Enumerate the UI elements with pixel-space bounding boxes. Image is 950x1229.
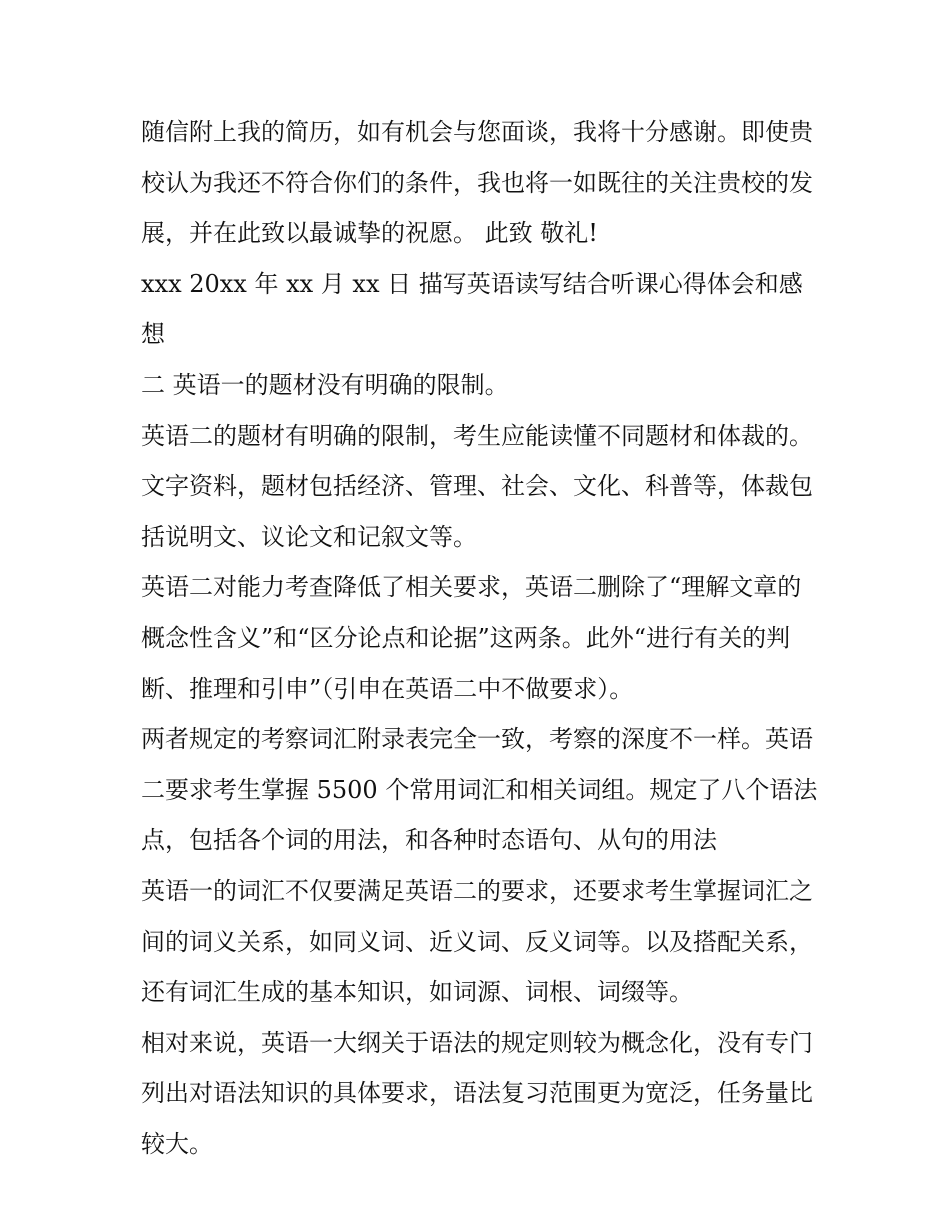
document-body [141,107,821,1169]
paragraph-english-two-ability: 英语二对能力考查降低了相关要求，英语二删除了“理解文章的概念性含义”和“区分论点和论据”这两条。此外“进行有关的判断、推理和引申”（引申在英语二中不做要求）。 [141,573,802,703]
paragraph-english-two-topics: 英语二的题材有明确的限制，考生应能读懂不同题材和体裁的。文字资料，题材包括经济、管理、社会、文化、科普等，体裁包括说明文、议论文和记叙文等。 [141,421,813,551]
paragraph-vocabulary-requirements: 两者规定的考察词汇附录表完全一致，考察的深度不一样。英语二要求考生掌握 5500 个常用词汇和相关词组。规定了八个语法点，包括各个词的用法，和各种时态语句、从句的用法 [141,725,818,855]
paragraph-date-title: xxx 20xx 年 xx 月 xx 日 描写英语读写结合听课心得体会和感想 [141,269,803,349]
paragraph-closing-letter: 随信附上我的简历，如有机会与您面谈，我将十分感谢。即使贵校认为我还不符合你们的条件，我也将一如既往的关注贵校的发展，并在此致以最诚挚的祝愿。 此致 敬礼! [141,118,813,248]
paragraph-grammar-comparison: 相对来说，英语一大纲关于语法的规定则较为概念化，没有专门列出对语法知识的具体要求，语法复习范围更为宽泛，任务量比较大。 [141,1028,813,1158]
paragraph-english-one-vocabulary: 英语一的词汇不仅要满足英语二的要求，还要求考生掌握词汇之间的词义关系，如同义词、近义词、反义词等。以及搭配关系，还有词汇生成的基本知识，如词源、词根、词缀等。 [141,876,813,1007]
paragraph-section-two: 二 英语一的题材没有明确的限制。 [141,370,509,399]
